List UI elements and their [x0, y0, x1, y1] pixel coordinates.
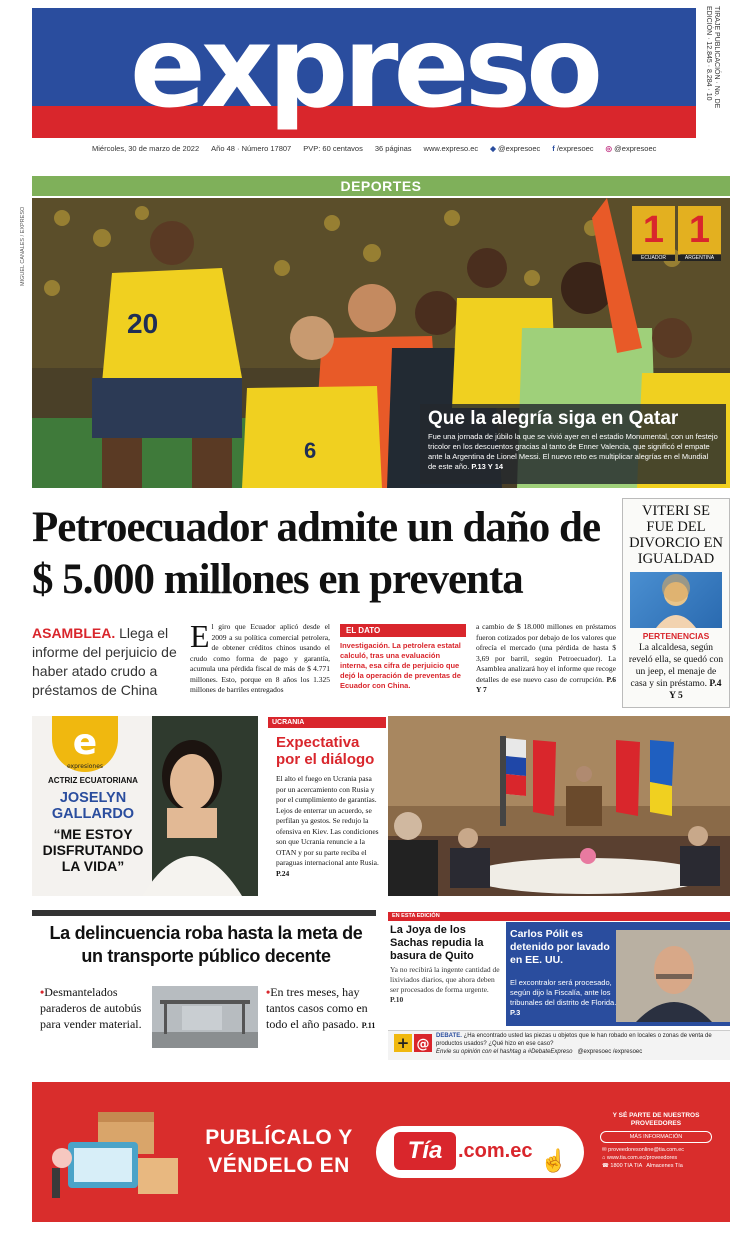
actress-quote: “ME ESTOY DISFRUTANDO LA VIDA”	[42, 826, 144, 874]
ucrania-page-ref: P.24	[276, 868, 290, 878]
svg-text:+: +	[396, 1034, 410, 1052]
debate-icon	[394, 1034, 432, 1052]
twitter-icon: ◆	[490, 143, 496, 153]
caption-body: Fue una jornada de júbilo la que se vivió ayer en el estadio Monumental, con un festejo tricolor en los descuentos gracias al tanto de Enner Valencia, que significó el empate ante la Argentina de Lionel Messi. El nuevo reto es multiplicar alegrías en el Mundial de este año. P.13 Y 14	[428, 432, 718, 471]
viteri-photo	[630, 572, 722, 628]
print-run-info: TIRAJE PUBLICACIÓN · No. DE EDICIÓN · 12.845 · 8.284 · 10	[705, 6, 720, 109]
instagram-handle[interactable]: @expresoec	[614, 143, 657, 153]
viteri-headline: VITERI SE FUE DEL DIVORCIO EN IGUALDAD	[629, 503, 723, 567]
expresiones-logo-text: expresiones	[66, 763, 104, 770]
story-column-1: El giro que Ecuador aplicó desde el 2009 a su política comercial petrolera, de obtener créditos chinos usando el crudo como forma de pago y garantía, acumula una pérdida fiscal de más de $ 4.771 millones. Esto, porque en 8 años los 1.325 millones de barriles entregados	[190, 618, 330, 694]
tia-logo: Tía	[394, 1132, 456, 1170]
viteri-story-box[interactable]	[622, 498, 730, 708]
masthead	[32, 3, 696, 138]
facebook-handle[interactable]: /expresoec	[556, 143, 594, 153]
newspaper-logo[interactable]: expreso	[129, 3, 599, 133]
joya-page-ref: P.10	[390, 995, 404, 1004]
delincuencia-bullet-2: •En tres meses, hay tantos casos como en todo el año pasado. P.11	[266, 985, 376, 1031]
actress-tag: ACTRIZ ECUATORIANA	[48, 776, 138, 785]
match-score	[632, 206, 722, 262]
issue-price: PVP: 60 centavos	[303, 143, 363, 153]
el-dato-box	[340, 624, 466, 708]
jersey-number-center: 6	[304, 438, 317, 463]
debate-cta: Envíe su opinión con el hashtag a #DebateExpreso	[436, 1049, 573, 1055]
main-headline[interactable]: Petroecuador admite un daño de $ 5.000 millones en preventa	[32, 504, 601, 603]
joya-sachas-story[interactable]	[390, 924, 502, 1024]
actress-name: JOSELYN GALLARDO	[51, 790, 135, 822]
website-link[interactable]: www.expreso.ec	[423, 143, 479, 153]
caption-page-ref: P.13 Y 14	[471, 462, 504, 471]
kicker-text: Llega el informe del perjuicio de haber atado crudo a préstamos de China	[32, 625, 177, 698]
debate-social: @expresoec /expresoec	[577, 1049, 643, 1055]
delincuencia-page-ref: P.11	[361, 1021, 376, 1030]
polit-body: El excontralor será procesado, según dijo la Fiscalía, ante los tribunales del distrito de Florida. P.3	[510, 978, 617, 1017]
instagram-icon: ◎	[605, 143, 613, 153]
polit-photo	[616, 930, 730, 1022]
delincuencia-headline[interactable]: La delincuencia roba hasta la meta de un transporte público decente	[49, 923, 363, 966]
page-count: 36 páginas	[374, 143, 412, 153]
joya-body: Ya no recibirá la ingente cantidad de lixiviados diarios, que ahora deben ser procesados de forma urgente. P.10	[390, 965, 500, 1004]
viteri-page-ref: P.4 Y 5	[669, 679, 722, 701]
facebook-icon: f	[552, 143, 555, 153]
ad-slogan: PUBLÍCALO Y VÉNDELO EN	[205, 1126, 353, 1177]
photo-caption-box[interactable]	[420, 404, 726, 484]
photo-credit: MIGUEL CANALES / EXPRESO	[20, 206, 26, 286]
ucrania-body: El alto el fuego en Ucrania pasa por un acercamiento con Rusia y por el cumplimiento de garantías. Lejos de enterrar un acuerdo, se perfilan ya gestos. Se redujo la ofensiva en Kiev. Las condiciones son que Ucrania renuncie a la OTAN y por su parte reciba el paraguas internacional ante Rusia. P.24	[276, 774, 379, 878]
caption-title: Que la alegría siga en Qatar	[428, 408, 679, 429]
joya-headline: La Joya de los Sachas repudia la basura de Quito	[390, 924, 484, 962]
ucrania-headline[interactable]: Expectativa por el diálogo	[276, 734, 375, 768]
shopping-cart-icon	[38, 1082, 198, 1222]
score-home-label: ECUADOR	[632, 255, 675, 261]
dropcap: E	[190, 618, 210, 654]
issue-date: Miércoles, 30 de marzo de 2022	[92, 143, 200, 153]
viteri-tag: PERTENENCIAS	[642, 631, 710, 641]
polit-page-ref: P.3	[510, 1008, 521, 1017]
kicker-label: ASAMBLEA.	[32, 625, 116, 641]
debate-text[interactable]: DEBATE. ¿Ha encontrado usted las piezas u objetos que le han robado en locales o zonas de venta de productos usados? ¿Qué hizo en ese caso? Envíe su opinión con el hashtag a #DebateExpreso @expresoec /expresoec	[436, 1033, 712, 1055]
story-column-3: a cambio de $ 18.000 millones en préstamos fueron cotizados por debajo de los valores que ofrecía el mercado (una pérdida de hasta $ 3,69 por barril, según Petroecuador). La Asamblea analizará hoy el informe que recoge detalles de ese nuevo caso de corrupción. P.6 Y 7	[476, 622, 616, 694]
score-away: 1	[678, 206, 721, 254]
ad-supplier-info: Y SÉ PARTE DE NUESTROS PROVEEDORES MÁS INFORMACIÓN ✉ proveedoresonline@tia.com.ec ⌂ www.tia.com.ec/proveedores ☎ 1800 TIA TIA Almacenes Tía	[592, 1112, 720, 1202]
el-dato-text: Investigación. La petrolera estatal calculó, tras una evaluación interna, esa cifra de perjuicio que dejó la operación de preventas de Ecuador con China.	[340, 641, 461, 690]
negotiation-photo	[388, 716, 730, 896]
svg-text:e: e	[72, 722, 98, 763]
pointer-hand-icon: ☝	[540, 1148, 568, 1173]
en-esta-edicion-tag: EN ESTA EDICIÓN	[388, 912, 730, 921]
expresiones-logo	[52, 716, 118, 772]
ucrania-tag: UCRANIA	[268, 717, 386, 728]
score-home: 1	[632, 206, 675, 254]
bullet-icon: •	[40, 985, 45, 999]
bus-stop-photo	[152, 986, 258, 1048]
jersey-number-left: 20	[127, 308, 159, 339]
el-dato-tag: EL DATO	[340, 624, 466, 637]
debate-label: DEBATE.	[436, 1033, 462, 1039]
score-away-label: ARGENTINA	[678, 255, 721, 261]
issue-number: Año 48 · Número 17807	[211, 143, 292, 153]
viteri-body: La alcaldesa, según reveló ella, se quedó con un jeep, el menaje de casa y sin préstamo. P.4 Y 5	[628, 643, 724, 701]
polit-headline: Carlos Pólit es detenido por lavado en EE. UU.	[510, 928, 610, 966]
section-label-deportes[interactable]: DEPORTES	[32, 176, 730, 196]
svg-text:@: @	[416, 1037, 430, 1052]
delincuencia-top-bar	[32, 910, 376, 916]
twitter-handle[interactable]: @expresoec	[498, 143, 541, 153]
delincuencia-bullet-1: •Desmantelados paraderos de autobús para vender material.	[40, 985, 142, 1031]
dateline	[92, 141, 692, 155]
ad-domain: .com.ec	[458, 1140, 533, 1162]
bullet-icon: •	[266, 985, 271, 999]
story-kicker	[32, 624, 180, 706]
story-page-ref: P.6 Y 7	[476, 674, 616, 694]
